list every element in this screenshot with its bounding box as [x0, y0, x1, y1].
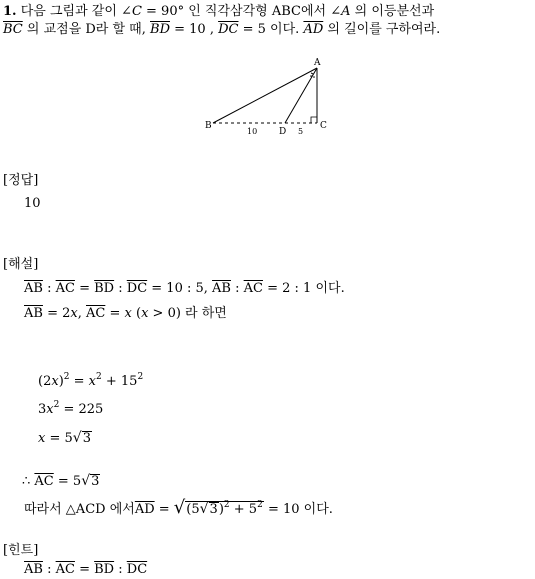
- angle-arc: [311, 73, 313, 74]
- segment-dc: $\overline{DC}$: [218, 22, 239, 37]
- problem-number: 1.: [3, 4, 17, 19]
- segment-bc: $\overline{BC}$: [3, 22, 23, 37]
- final-line: 따라서 △ACD 에서$\overline{AD} = √(5√3)^2 + 5^2 = 10$ 이다.: [24, 497, 333, 518]
- angle-symbol: ∠: [121, 4, 132, 19]
- triangle-figure: [0, 50, 535, 150]
- explanation-assume-line: $\overline{AB} = 2x$, $\overline{AC} = x$ (x > 0) 라 하면: [24, 306, 227, 321]
- explanation-ratio-line: $\overline{AB}$ : $\overline{AC} = \overline{BD}$ : $\overline{DC} = 10$ : 5, $\overline{AB}$ : $\overline{AC} = 2$ : 1 이다.: [24, 281, 345, 296]
- vertex-c-label: C: [320, 121, 327, 131]
- length-dc-label: 5: [298, 127, 304, 136]
- segment-bd: $\overline{BD}$: [150, 22, 170, 37]
- hint-header: [힌트]: [3, 543, 39, 558]
- vertex-d-label: D: [279, 127, 287, 137]
- vertex-b-label: B: [205, 121, 212, 131]
- hint-line: $\overline{AB}$ : $\overline{AC} = \overline{BD}$ : $\overline{DC}$: [24, 562, 148, 577]
- angle-mark: [310, 75, 312, 77]
- equation-3: x = 5√3: [38, 430, 91, 446]
- angle-symbol: ∠: [330, 4, 342, 19]
- conclusion-line: ∴ $\overline{AC} = 5√3$: [22, 473, 100, 489]
- explanation-header: [해설]: [3, 257, 39, 272]
- vertex-a-label: A: [314, 58, 321, 68]
- problem-line-1: 1. 다음 그림과 같이 ∠C = 90° 인 직각삼각형 ABC에서 ∠A 의 이등분선과: [3, 4, 435, 19]
- length-bd-label: 10: [247, 127, 258, 136]
- angle-mark: [313, 76, 315, 78]
- answer-value: 10: [24, 196, 41, 211]
- equation-1: $(2x)^2 = x^2 + 15^2$: [38, 372, 144, 389]
- segment-ad: $\overline{AD}$: [303, 22, 324, 37]
- equation-2: $3x^2 = 225$: [38, 400, 104, 417]
- answer-header: [정답]: [3, 173, 39, 188]
- problem-line-2: $\overline{BC}$ 의 교점을 D라 할 때, $\overline{BD} = 10$ , $\overline{DC} = 5$ 이다. $\overline{AD}$ 의 길이를 구하여라.: [3, 22, 441, 37]
- right-angle-mark: [311, 117, 317, 123]
